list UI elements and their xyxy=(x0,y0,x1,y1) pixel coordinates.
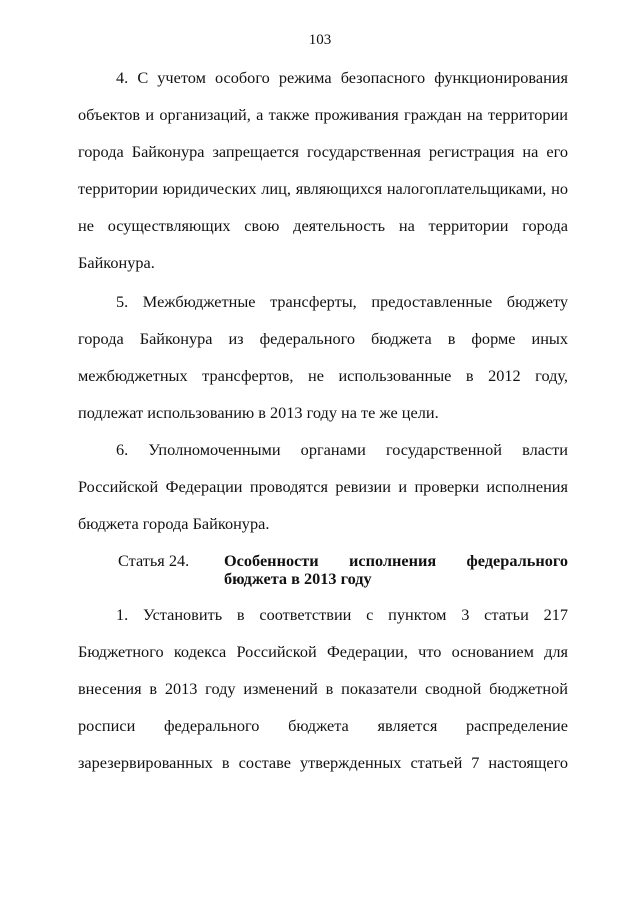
article-title-line: бюджета в 2013 году xyxy=(224,569,372,588)
text-line: 6. Уполномоченными органами государственной власти xyxy=(116,440,568,459)
text-line: 4. С учетом особого режима безопасного функционирования xyxy=(116,68,568,87)
text-line: 5. Межбюджетные трансферты, предоставленные бюджету xyxy=(116,292,568,311)
text-line: территории юридических лиц, являющихся налогоплательщиками, но xyxy=(78,179,568,198)
paragraph-6 xyxy=(78,440,568,551)
paragraph-5 xyxy=(78,292,568,440)
text-line: объектов и организаций, а также проживания граждан на территории xyxy=(78,105,568,124)
text-line: росписи федерального бюджета является распределение xyxy=(78,716,568,735)
page-number: 103 xyxy=(308,32,332,48)
text-line: 1. Установить в соответствии с пунктом 3 статьи 217 xyxy=(116,605,568,624)
text-line: города Байконура из федерального бюджета в форме иных xyxy=(78,329,568,348)
paragraph-4 xyxy=(78,68,568,290)
article-24-paragraph-1 xyxy=(78,605,568,790)
text-line: внесения в 2013 году изменений в показатели сводной бюджетной xyxy=(78,679,568,698)
text-line: зарезервированных в составе утвержденных статьей 7 настоящего xyxy=(78,753,568,772)
text-line: межбюджетных трансфертов, не использованные в 2012 году, xyxy=(78,366,568,385)
text-line: города Байконура запрещается государственная регистрация на его xyxy=(78,142,568,161)
text-line: подлежат использованию в 2013 году на те же цели. xyxy=(78,403,439,422)
text-line: Бюджетного кодекса Российской Федерации, что основанием для xyxy=(78,642,568,661)
text-line: Байконура. xyxy=(78,253,155,272)
article-label: Статья 24. xyxy=(118,551,190,570)
text-line: не осуществляющих свою деятельность на территории города xyxy=(78,216,568,235)
text-line: Российской Федерации проводятся ревизии и проверки исполнения xyxy=(78,477,568,496)
article-title-line: Особенности исполнения федерального xyxy=(224,551,568,570)
text-line: бюджета города Байконура. xyxy=(78,514,270,533)
